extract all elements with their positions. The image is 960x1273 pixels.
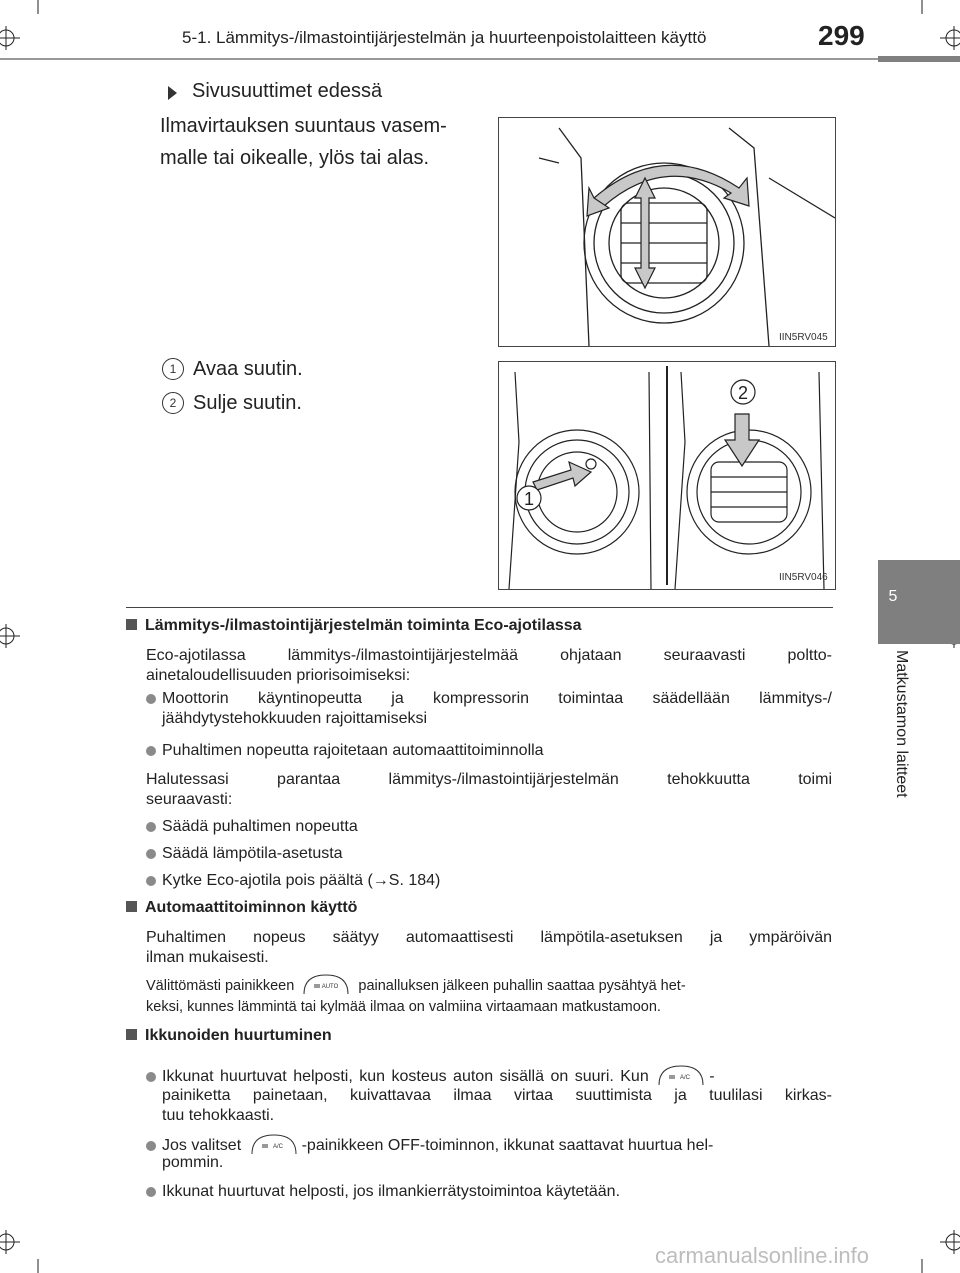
- square-bullet-icon: [126, 1029, 137, 1040]
- bullet-dot-icon: [146, 1141, 156, 1151]
- ac-button-icon: [657, 1064, 705, 1086]
- eco-bullet2: Puhaltimen nopeutta rajoitetaan automaattitoiminnolla: [162, 742, 544, 759]
- bullet-dot-icon: [146, 876, 156, 886]
- square-bullet-icon: [126, 901, 137, 912]
- ac-button-label: A/C: [680, 1075, 691, 1081]
- auto-button-label: AUTO: [322, 984, 339, 990]
- figure2-label-1: 1: [523, 489, 535, 509]
- figure2-label-2: 2: [737, 383, 749, 403]
- header-title: 5-1. Lämmitys-/ilmastointijärjestelmän ja huurteenpoistolaitteen käyttö: [182, 28, 707, 47]
- fog-heading-wrap: [126, 1027, 332, 1045]
- auto-text-line1: Puhaltimen nopeus säätyy automaattisesti lämpötila-asetuksen ja ympäröivän: [146, 929, 832, 946]
- bullet-dot-icon: [146, 822, 156, 832]
- bullet-dot-icon: [146, 694, 156, 704]
- fog-bullet2-before: Jos valitset: [162, 1137, 242, 1154]
- eco-bullet1-line1: Moottorin käyntinopeutta ja kompressorin toimintaa säädellään lämmitys-/: [162, 690, 832, 707]
- vent-direction-illustration: [499, 118, 835, 346]
- eco-bullet5: Kytke Eco-ajotila pois päältä (→S. 184): [162, 872, 441, 889]
- auto-heading: Automaattitoiminnon käyttö: [145, 899, 358, 916]
- bullet-dot-icon: [146, 1187, 156, 1197]
- auto-text-line2: ilman mukaisesti.: [146, 949, 269, 966]
- eco-improve-line2: seuraavasti:: [146, 791, 233, 808]
- fog-heading: Ikkunoiden huurtuminen: [145, 1027, 332, 1044]
- section-divider: [126, 607, 833, 608]
- eco-bullet4: Säädä lämpötila-asetusta: [162, 845, 343, 862]
- auto-heading-wrap: [126, 899, 357, 917]
- bullet-dot-icon: [146, 746, 156, 756]
- auto-note-line2: keksi, kunnes lämmintä tai kylmää ilmaa on valmiina virtaamaan matkustamoon.: [146, 999, 661, 1015]
- eco-bullet1-line2: jäähdytystehokkuuden rajoittamiseksi: [162, 710, 428, 727]
- eco-heading-wrap: [126, 617, 582, 635]
- bullet-dot-icon: [146, 1072, 156, 1082]
- ac-button-icon: [250, 1133, 298, 1155]
- figure1-code: IIN5RV045: [779, 332, 828, 343]
- step1-text: Avaa suutin.: [193, 358, 303, 380]
- fog-bullet2-line1: [162, 1133, 713, 1156]
- auto-note-before: Välittömästi painikkeen: [146, 978, 295, 994]
- auto-note-after: painalluksen jälkeen puhallin saattaa pysähtyä het-: [358, 978, 686, 994]
- step2-number: 2: [162, 392, 184, 414]
- figure2-code: IIN5RV046: [779, 572, 828, 583]
- ac-button-label: A/C: [272, 1144, 283, 1150]
- fog-bullet3: Ikkunat huurtuvat helposti, jos ilmankierrätystoimintoa käytetään.: [162, 1183, 621, 1200]
- header-rule: [0, 56, 960, 62]
- vents-direction-line1: Ilmavirtauksen suuntaus vasem-: [160, 115, 447, 137]
- eco-bullet3: Säädä puhaltimen nopeutta: [162, 818, 358, 835]
- fog-bullet1-after: -: [709, 1068, 715, 1085]
- triangle-bullet-icon: [168, 86, 177, 100]
- step2-text: Sulje suutin.: [193, 392, 302, 414]
- sidetab-number: 5: [888, 588, 898, 605]
- auto-button-icon: [302, 973, 350, 995]
- fog-bullet1-line2: painiketta painetaan, kuivattavaa ilmaa virtaa suuttimista ja tuulilasi kirkas-: [162, 1087, 832, 1104]
- auto-note-line1: [146, 973, 686, 996]
- step1-number: 1: [162, 358, 184, 380]
- eco-intro-line2: ainetaloudellisuuden priorisoimiseksi:: [146, 667, 411, 684]
- fog-bullet1-line1: [162, 1064, 832, 1087]
- sidetab-label-wrap: [880, 650, 920, 850]
- fog-bullet1-line3: tuu tehokkaasti.: [162, 1107, 275, 1124]
- fog-bullet2-after: -painikkeen OFF-toiminnon, ikkunat saattavat huurtua hel-: [301, 1137, 714, 1154]
- eco-intro-line1: Eco-ajotilassa lämmitys-/ilmastointijärjestelmää ohjataan seuraavasti poltto-: [146, 647, 832, 664]
- square-bullet-icon: [126, 619, 137, 630]
- watermark: carmanualsonline.info: [655, 1243, 870, 1268]
- vents-subheading: Sivusuuttimet edessä: [192, 80, 383, 102]
- bullet-dot-icon: [146, 849, 156, 859]
- page-number: 299: [818, 20, 865, 51]
- figure-vent-open-close: [498, 361, 836, 590]
- fog-bullet2-line2: pommin.: [162, 1154, 224, 1171]
- eco-heading: Lämmitys-/ilmastointijärjestelmän toiminta Eco-ajotilassa: [145, 617, 582, 634]
- vents-direction-line2: malle tai oikealle, ylös tai alas.: [160, 147, 430, 169]
- fog-bullet1-before: Ikkunat huurtuvat helposti, kun kosteus auton sisällä on suuri. Kun: [162, 1068, 649, 1085]
- eco-improve-line1: Halutessasi parantaa lämmitys-/ilmastointijärjestelmän tehokkuutta toimi: [146, 771, 832, 788]
- figure-vent-direction: [498, 117, 836, 347]
- vent-open-close-illustration: [499, 362, 835, 589]
- sidetab-label: Matkustamon laitteet: [893, 650, 910, 798]
